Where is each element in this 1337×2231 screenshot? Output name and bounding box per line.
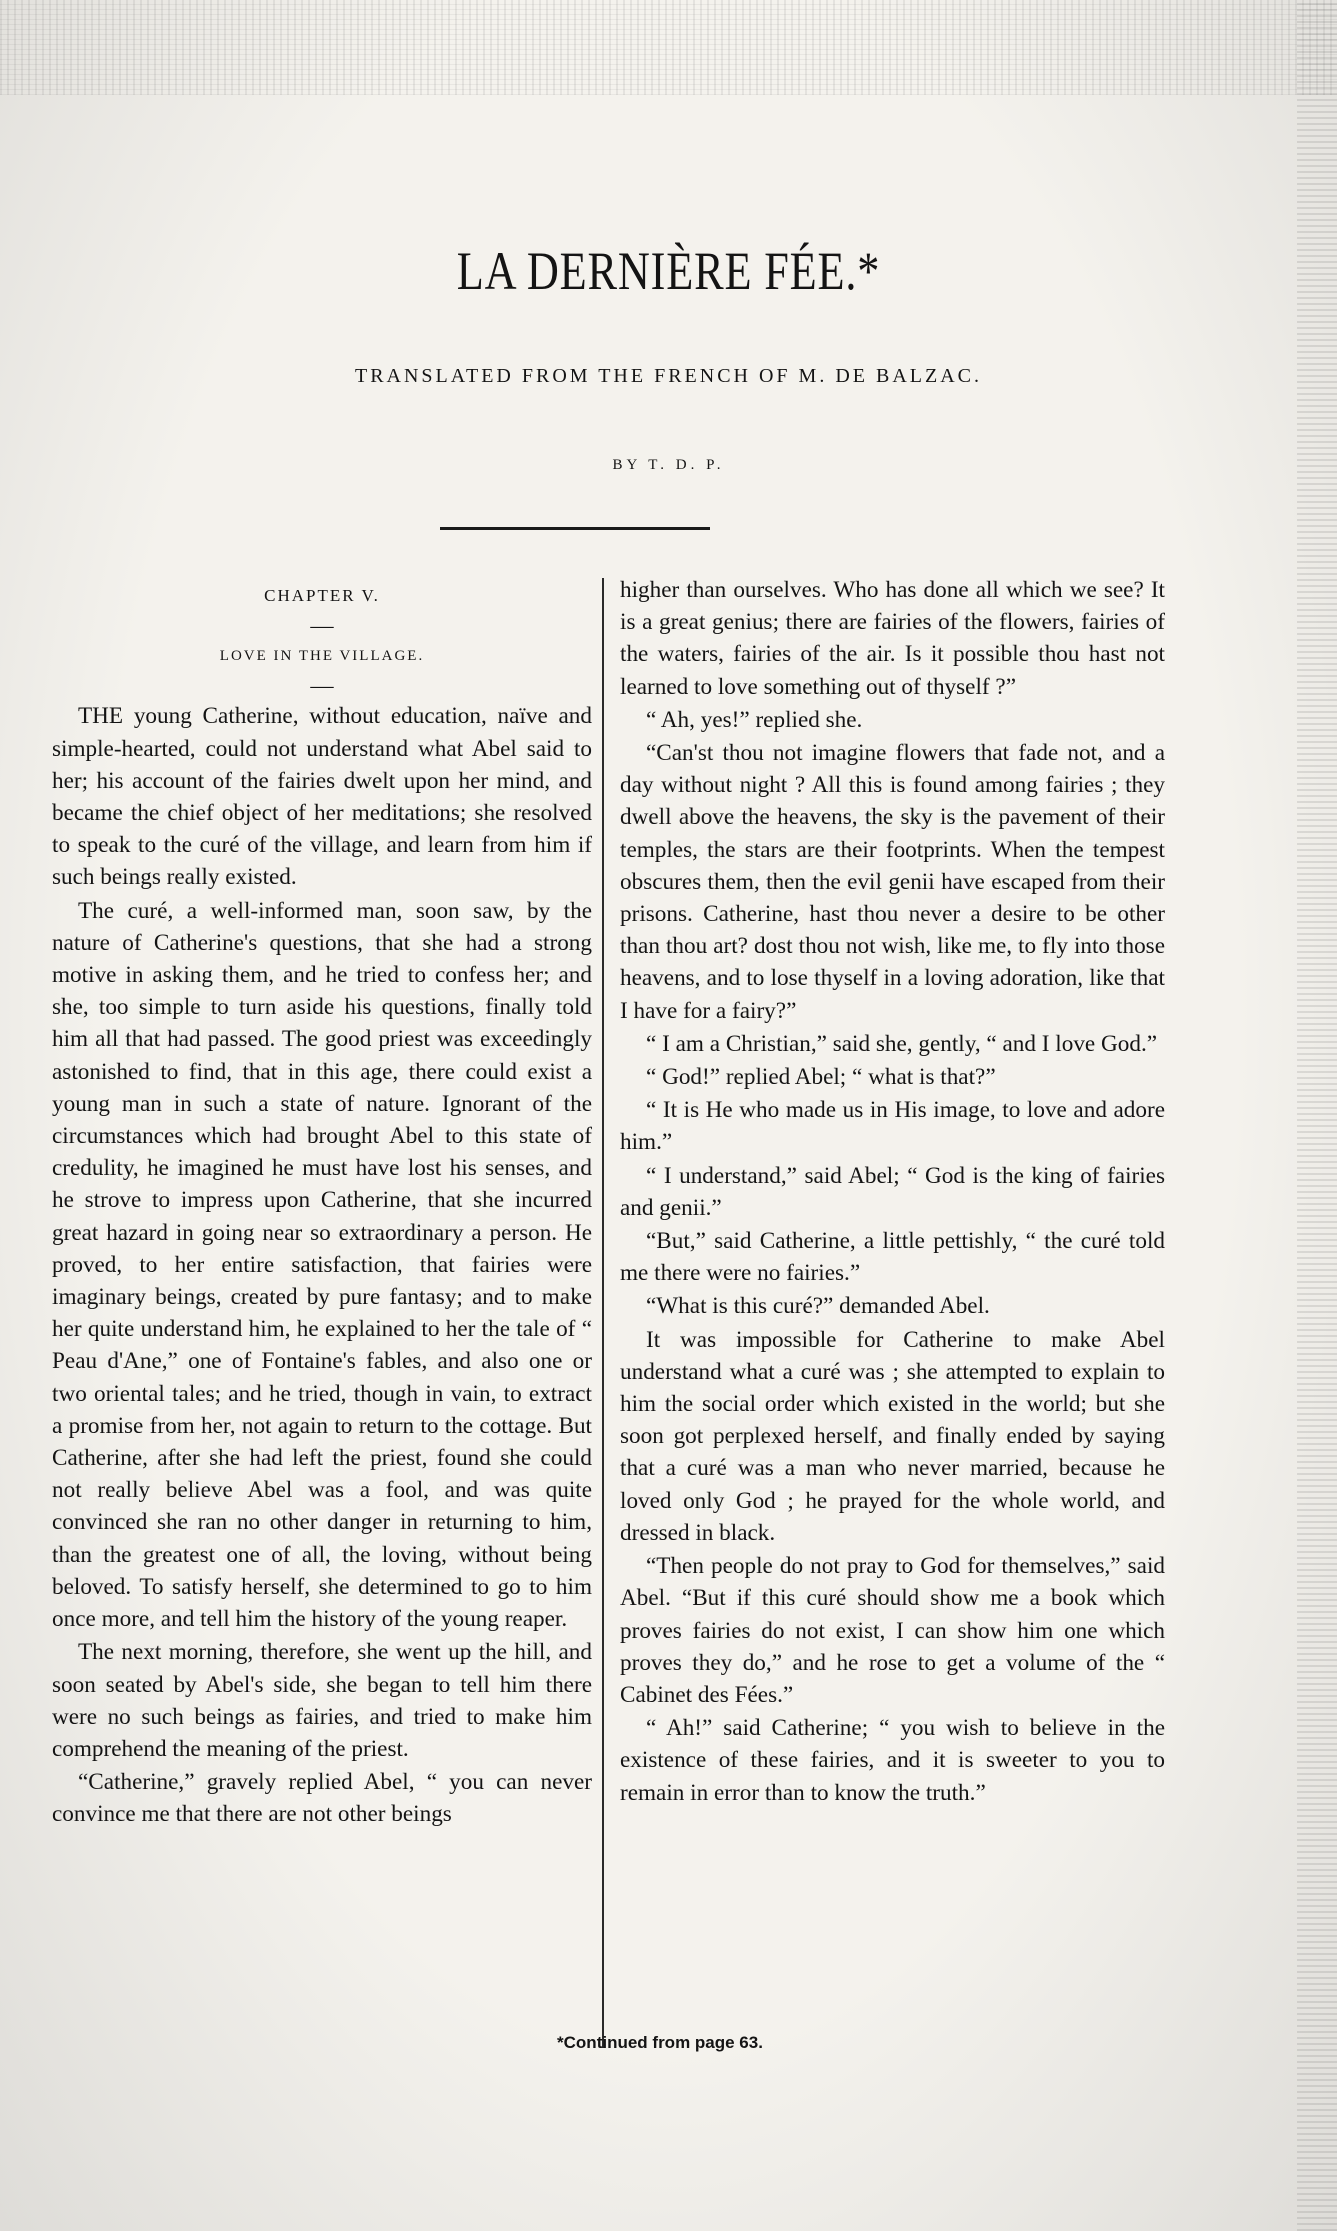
right-paragraph: “What is this curé?” demanded Abel. [646, 1293, 990, 1320]
section-title: LOVE IN THE VILLAGE. [219, 648, 425, 665]
left-paragraph: THE young Catherine, without education, naïve and simple-hearted, could not understand what Abel said to her; his account of the fairies dwelt upon her mind, and became the chief object of her meditations; she resolved to speak to the curé of the village, and learn from him if such beings really existed. [52, 703, 592, 891]
article-subtitle: TRANSLATED FROM THE FRENCH OF M. DE BALZAC. [354, 365, 982, 387]
right-paragraph: “ I understand,” said Abel; “ God is the king of fairies and genii.” [620, 1162, 1165, 1221]
right-paragraph: It was impossible for Catherine to make Abel understand what a curé was ; she attempted to explain to him the social order which existed in the world; but she soon got perplexed herself, and finally ended by saying that a curé was a man who never married, because he loved only God ; he prayed for the whole world, and dressed in black. [620, 1326, 1165, 1546]
left-column [52, 580, 592, 1832]
title-rule [440, 527, 710, 530]
left-paragraph: The next morning, therefore, she went up the hill, and soon seated by Abel's side, she began to tell him there were no such beings as fairies, and tried to make him comprehend the meaning of the priest. [52, 1639, 592, 1762]
chapter-dash-2: — [310, 673, 334, 700]
right-paragraph: “ Ah!” said Catherine; “ you wish to believe in the existence of these fairies, and it is sweeter to you to remain in error than to know the truth.” [620, 1715, 1165, 1806]
page-scan-noise-top [0, 0, 1337, 95]
right-paragraph: “Can'st thou not imagine flowers that fade not, and a day without night ? All this is found among fairies ; they dwell above the heavens, the sky is the pavement of their temples, the stars are their footprints. When the tempest obscures them, then the evil genii have escaped from their prisons. Catherine, hast thou never a desire to be other than thou art? dost thou not wish, like me, to fly into those heavens, and to lose thyself in a loving adoration, like that I have for a fairy?” [620, 740, 1165, 1024]
left-paragraph: The curé, a well-informed man, soon saw, by the nature of Catherine's questions, that she had a strong motive in asking them, and he tried to confess her; and she, too simple to turn aside his questions, finally told him all that had passed. The good priest was exceedingly astonished to find, that in this age, there could exist a young man in such a state of nature. Ignorant of the circumstances which had brought Abel to this state of credulity, he imagined he must have lost his senses, and he strove to impress upon Catherine, that she incurred great hazard in going near so extraordinary a person. He proved, to her entire satisfaction, that fairies were imaginary beings, created by pure fantasy; and to make her quite understand him, he explained to her the tale of “ Peau d'Ane,” one of Fontaine's fables, and also one or two oriental tales; and he tried, though in vain, to extract a promise from her, not again to return to the cottage. But Catherine, after she had left the priest, found she could not really believe Abel was a fool, and was quite convinced she ran no other danger in returning to him, than the greatest one of all, the loving, without being beloved. To satisfy herself, she determined to go to him once more, and tell him the history of the young reaper. [52, 897, 592, 1633]
right-paragraph: “ God!” replied Abel; “ what is that?” [646, 1064, 996, 1091]
left-paragraph: “Catherine,” gravely replied Abel, “ you can never convince me that there are not other beings [52, 1769, 592, 1828]
page-scan-noise-right [1297, 0, 1337, 2231]
right-paragraph: higher than ourselves. Who has done all which we see? It is a great genius; there are fairies of the flowers, fairies of the waters, fairies of the air. Is it possible thou hast not learned to love something out of thyself ?” [620, 577, 1165, 700]
article-byline: BY T. D. P. [612, 457, 725, 473]
right-paragraph: “ I am a Christian,” said she, gently, “ and I love God.” [646, 1030, 1158, 1057]
right-column [620, 574, 1165, 1810]
column-divider [602, 578, 604, 2048]
chapter-dash-1: — [310, 613, 334, 640]
chapter-heading: CHAPTER V. [264, 586, 380, 605]
right-paragraph: “ It is He who made us in His image, to love and adore him.” [620, 1097, 1165, 1156]
right-paragraph: “Then people do not pray to God for themselves,” said Abel. “But if this curé should show me a book which proves fairies do not exist, I can show him one which proves they do,” and he rose to get a volume of the “ Cabinet des Fées.” [620, 1553, 1165, 1708]
article-title: LA DERNIÈRE FÉE.* [456, 241, 881, 301]
right-paragraph: “But,” said Catherine, a little pettishly, “ the curé told me there were no fairies.” [620, 1228, 1165, 1287]
footnote: *Continued from page 63. [557, 2033, 763, 2052]
right-paragraph: “ Ah, yes!” replied she. [646, 706, 863, 733]
